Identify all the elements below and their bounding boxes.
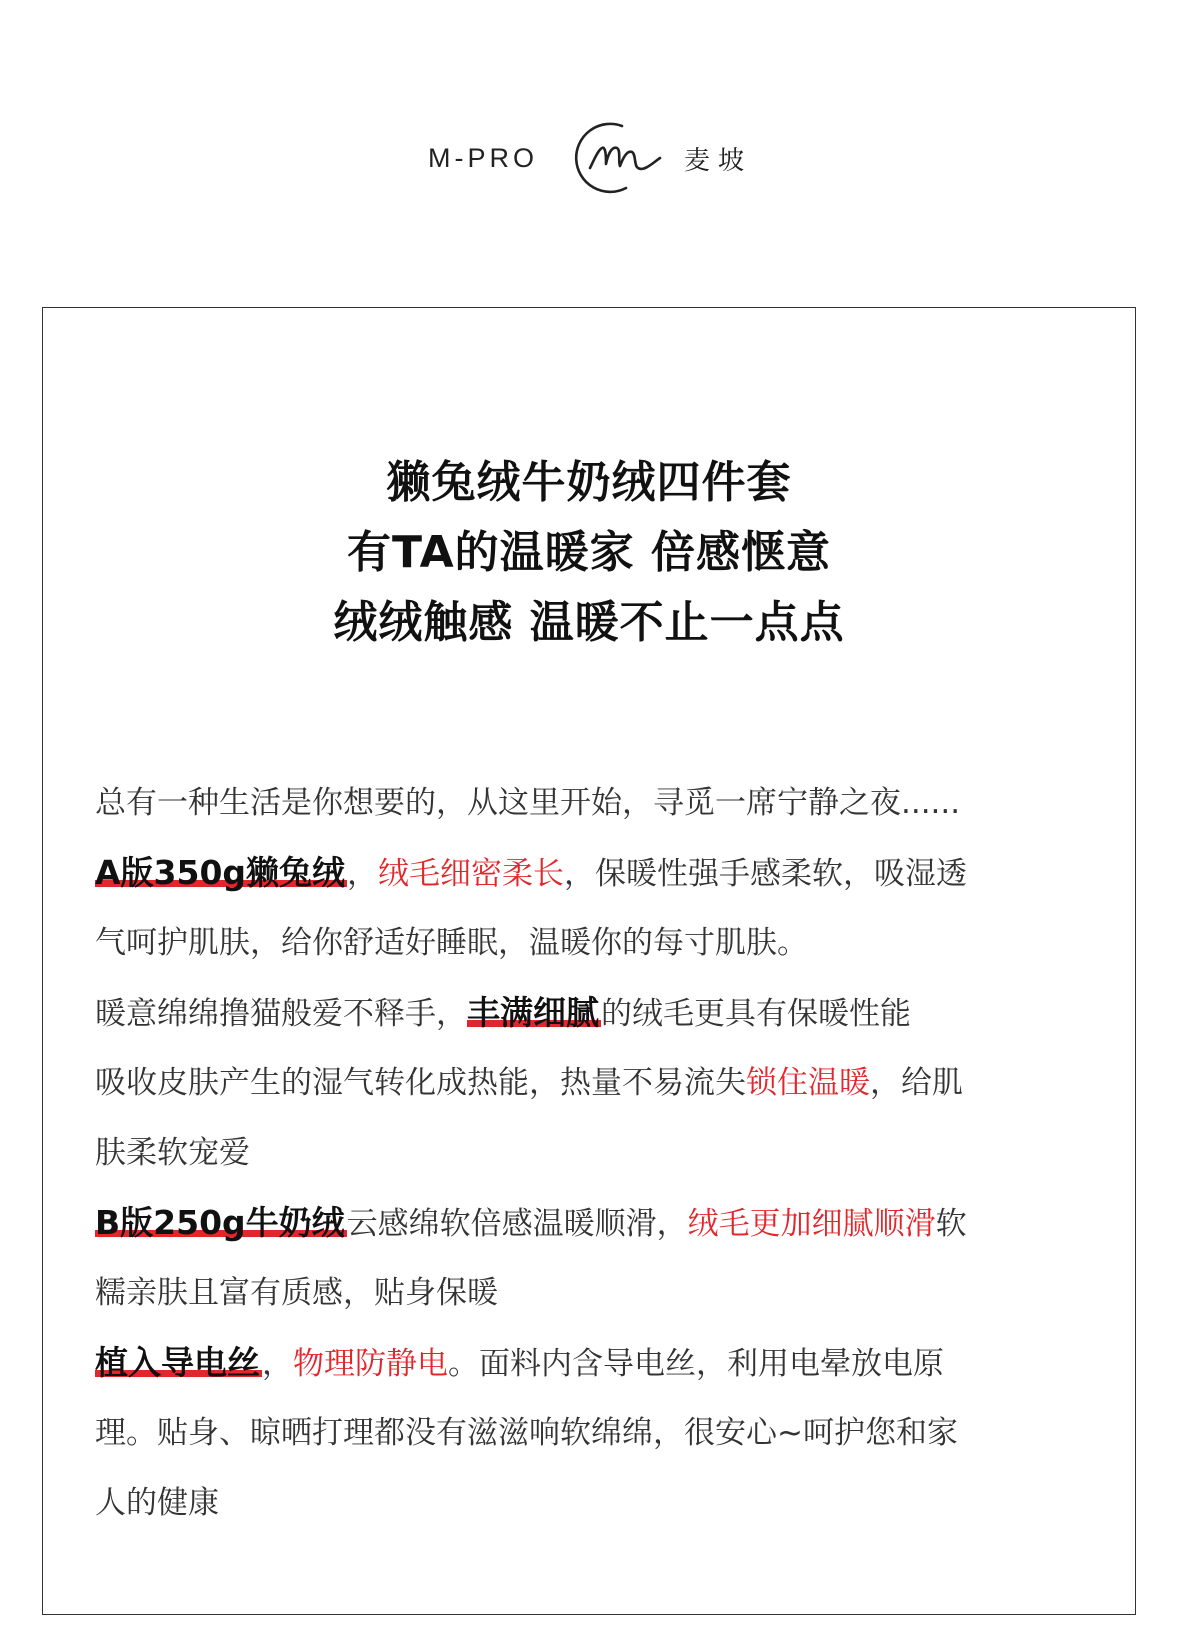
headline	[43, 448, 1135, 658]
content-frame	[42, 307, 1136, 1615]
circle-m-logo-icon	[560, 118, 670, 198]
body-line-1	[95, 768, 1085, 838]
highlight-conductive-wire: 植入导电丝	[95, 1343, 260, 1382]
body-text: 软	[935, 1206, 967, 1242]
brand-header	[0, 118, 1180, 198]
intro-text: 总有一种生活是你想要的，从这里开始，寻觅一席宁静之夜......	[95, 785, 961, 821]
body-text: 的绒毛更具有保暖性能	[601, 996, 911, 1032]
body-text: 理。贴身、晾晒打理都没有滋滋响软绵绵，很安心~呵护您和家	[95, 1415, 958, 1451]
description-body	[95, 768, 1085, 1538]
body-text: 糯亲肤且富有质感，贴身保暖	[95, 1275, 498, 1311]
headline-line-2: 有TA的温暖家 倍感惬意	[347, 527, 831, 578]
body-text: 吸收皮肤产生的湿气转化成热能，热量不易流失	[95, 1065, 746, 1101]
body-text: 肤柔软宠爱	[95, 1135, 250, 1171]
red-emphasis: 锁住温暖	[746, 1065, 870, 1101]
body-text: 暖意绵绵撸猫般爱不释手，	[95, 996, 467, 1032]
body-text: 气呵护肌肤，给你舒适好睡眠，温暖你的每寸肌肤。	[95, 925, 808, 961]
body-text: ，保暖性强手感柔软，吸湿透	[564, 856, 968, 892]
highlight-version-a: A版350g獭兔绒	[95, 853, 346, 892]
body-text: 云感绵软倍感温暖顺滑，	[346, 1206, 688, 1242]
body-line-11	[95, 1468, 1085, 1538]
body-line-10	[95, 1398, 1085, 1468]
body-line-5	[95, 1048, 1085, 1118]
highlight-version-b: B版250g牛奶绒	[95, 1203, 345, 1242]
body-text: ，	[262, 1346, 293, 1382]
red-emphasis: 物理防静电	[293, 1346, 448, 1382]
headline-line-1: 獭兔绒牛奶绒四件套	[386, 457, 792, 508]
body-line-2	[95, 838, 1085, 908]
body-text: 人的健康	[95, 1485, 219, 1521]
body-line-9	[95, 1328, 1085, 1398]
body-line-3	[95, 908, 1085, 978]
brand-name-en: M-PRO	[427, 142, 538, 173]
body-line-7	[95, 1188, 1085, 1258]
body-text: ，给肌	[870, 1065, 963, 1101]
body-text: 。面料内含导电丝，利用电晕放电原	[448, 1346, 944, 1382]
body-line-6	[95, 1118, 1085, 1188]
body-line-8	[95, 1258, 1085, 1328]
headline-line-3: 绒绒触感 温暖不止一点点	[333, 597, 845, 648]
red-emphasis: 绒毛细密柔长	[378, 856, 565, 892]
body-line-4	[95, 978, 1085, 1048]
red-emphasis: 绒毛更加细腻顺滑	[687, 1206, 936, 1242]
body-text: ，	[347, 856, 379, 892]
highlight-plump-fine: 丰满细腻	[467, 993, 599, 1032]
brand-name-cn: 麦坡	[683, 145, 752, 176]
